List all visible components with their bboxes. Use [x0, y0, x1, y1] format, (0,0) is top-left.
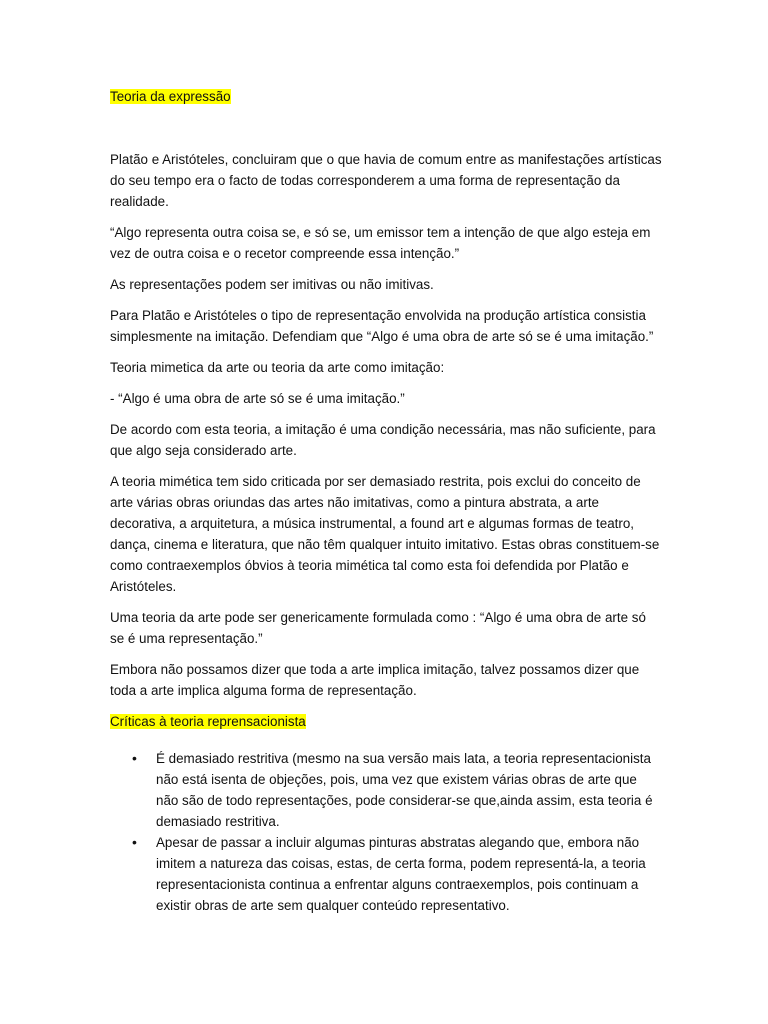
paragraph-imitacao: Para Platão e Aristóteles o tipo de representação envolvida na produção artística consistia simplesmente na imitação. Defendiam que “Algo é uma obra de arte só se é uma imitação.” — [110, 308, 654, 344]
list-item — [132, 832, 662, 916]
paragraph-teoria-mimetica-definicao: - “Algo é uma obra de arte só se é uma imitação.” — [110, 391, 405, 406]
document-title — [110, 86, 662, 107]
list-item — [132, 748, 662, 832]
paragraph-teoria-mimetica-titulo: Teoria mimetica da arte ou teoria da arte como imitação: — [110, 360, 445, 375]
bullet-icon: • — [132, 750, 137, 766]
paragraph-definicao-representacao: “Algo representa outra coisa se, e só se, um emissor tem a intenção de que algo esteja em vez de outra coisa e o recetor compreende essa intenção.” — [110, 225, 651, 261]
section-heading — [110, 711, 662, 732]
title-highlight: Teoria da expressão — [110, 89, 231, 104]
paragraph-conclusao: Embora não possamos dizer que toda a arte implica imitação, talvez possamos dizer que toda a arte implica alguma forma de representação. — [110, 662, 640, 698]
list-item-text: Apesar de passar a incluir algumas pinturas abstratas alegando que, embora não imitem a natureza das coisas, estas, de certa forma, podem representá-la, a teoria representacionista continua a enfrentar alguns contraexemplos, pois continuam a existir obras de arte sem qualquer conteúdo representativo. — [156, 835, 646, 913]
bullet-icon: • — [132, 834, 137, 850]
paragraph-condicao-necessaria: De acordo com esta teoria, a imitação é uma condição necessária, mas não suficiente, para que algo seja considerado arte. — [110, 422, 656, 458]
paragraph-teoria-representacao: Uma teoria da arte pode ser genericamente formulada como : “Algo é uma obra de arte só se é uma representação.” — [110, 610, 646, 646]
paragraph-platao-aristoteles: Platão e Aristóteles, concluiram que o que havia de comum entre as manifestações artísticas do seu tempo era o facto de todas corresponderem a uma forma de representação da realidade. — [110, 152, 662, 209]
paragraph-tipos-representacao: As representações podem ser imitivas ou não imitivas. — [110, 277, 434, 292]
document-body — [110, 86, 662, 916]
title-spacer — [110, 107, 662, 149]
list-item-text: É demasiado restritiva (mesmo na sua versão mais lata, a teoria representacionista não está isenta de objeções, pois, uma vez que existem várias obras de arte que não são de todo representações, pode considerar-se que,ainda assim, esta teoria é demasiado restritiva. — [156, 751, 653, 829]
criticas-list — [110, 748, 662, 916]
section-heading-highlight: Críticas à teoria reprensacionista — [110, 714, 306, 729]
paragraph-criticas-mimetica: A teoria mimética tem sido criticada por ser demasiado restrita, pois exclui do conceito de arte várias obras oriundas das artes não imitativas, como a pintura abstrata, a arte decorativa, a arquitetura, a música instrumental, a found art e algumas formas de teatro, dança, cinema e literatura, que não têm qualquer intuito imitativo. Estas obras constituem-se como contraexemplos óbvios à teoria mimética tal como esta foi defendida por Platão e Aristóteles. — [110, 474, 660, 594]
